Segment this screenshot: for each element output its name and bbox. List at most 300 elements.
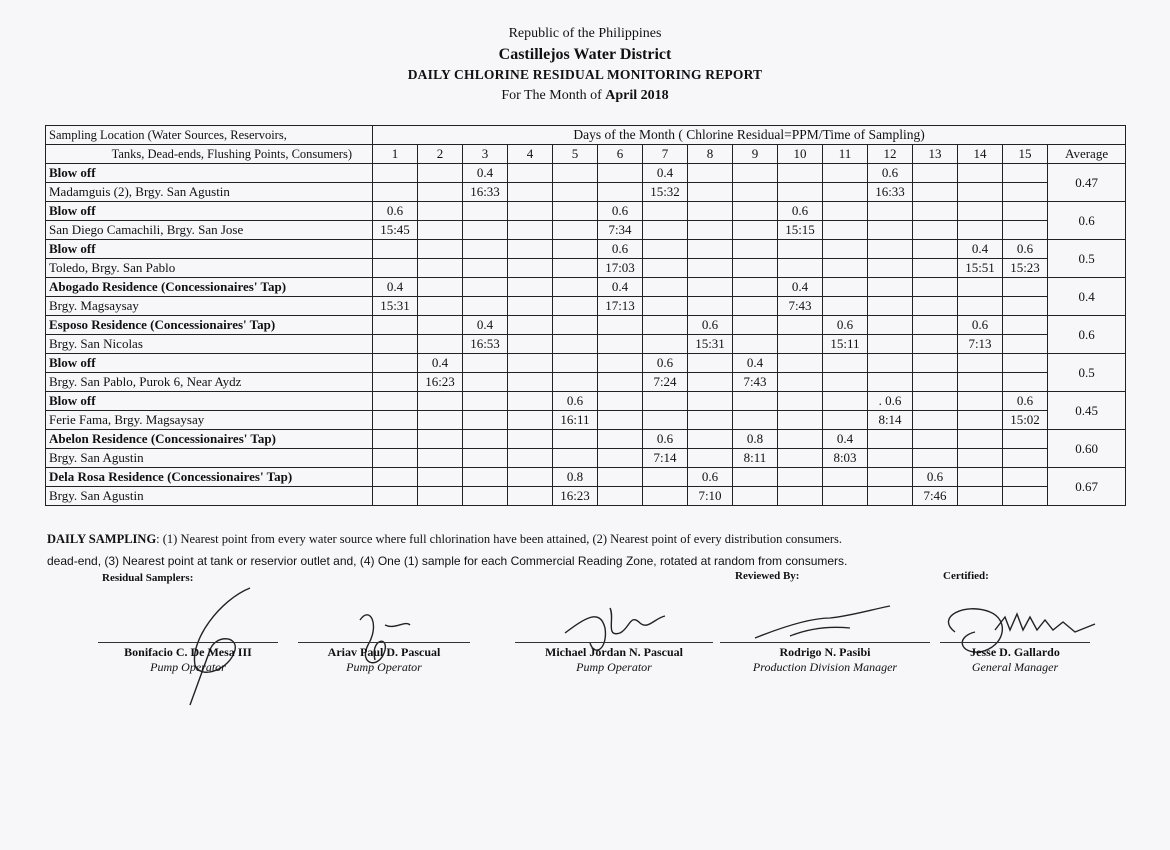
time-cell: 16:23 <box>418 373 463 392</box>
day-header-14: 14 <box>958 145 1003 164</box>
time-cell <box>373 487 418 506</box>
table-row-sub <box>46 335 1126 354</box>
ppm-cell <box>688 240 733 259</box>
time-cell <box>688 297 733 316</box>
ppm-cell <box>688 430 733 449</box>
day-header-3: 3 <box>463 145 508 164</box>
time-cell <box>463 373 508 392</box>
ppm-cell <box>913 164 958 183</box>
time-cell: 15:45 <box>373 221 418 240</box>
time-cell <box>1003 487 1048 506</box>
ppm-cell <box>733 202 778 221</box>
table-row-sub <box>46 259 1126 278</box>
table-row-sub <box>46 297 1126 316</box>
location-header-line2: Tanks, Dead-ends, Flushing Points, Consumers) <box>46 145 373 164</box>
time-cell <box>508 487 553 506</box>
table-row-sub <box>46 411 1126 430</box>
time-cell <box>508 297 553 316</box>
ppm-cell <box>958 202 1003 221</box>
time-cell <box>418 487 463 506</box>
time-cell <box>418 449 463 468</box>
time-cell: 16:33 <box>463 183 508 202</box>
time-cell <box>868 335 913 354</box>
reviewed-caption: Reviewed By: <box>735 570 800 582</box>
time-cell <box>688 183 733 202</box>
ppm-cell <box>868 316 913 335</box>
ppm-cell <box>913 278 958 297</box>
ppm-cell: 0.6 <box>688 468 733 487</box>
time-cell: 15:32 <box>643 183 688 202</box>
time-cell <box>958 183 1003 202</box>
time-cell: 7:34 <box>598 221 643 240</box>
ppm-cell <box>373 316 418 335</box>
time-cell <box>823 411 868 430</box>
time-cell <box>1003 183 1048 202</box>
notes-lead: DAILY SAMPLING <box>47 532 157 546</box>
ppm-cell <box>1003 164 1048 183</box>
time-cell: 15:15 <box>778 221 823 240</box>
time-cell <box>913 335 958 354</box>
ppm-cell <box>913 430 958 449</box>
ppm-cell <box>553 430 598 449</box>
time-cell <box>868 487 913 506</box>
time-cell <box>778 411 823 430</box>
ppm-cell <box>553 202 598 221</box>
ppm-cell: 0.4 <box>823 430 868 449</box>
time-cell <box>823 297 868 316</box>
time-cell: 7:43 <box>733 373 778 392</box>
ppm-cell: 0.4 <box>778 278 823 297</box>
time-cell <box>778 183 823 202</box>
ppm-cell <box>643 468 688 487</box>
ppm-cell <box>598 392 643 411</box>
table-row <box>46 164 1126 183</box>
location-name: Blow off <box>46 240 373 259</box>
time-cell <box>733 183 778 202</box>
average-cell: 0.5 <box>1048 354 1126 392</box>
ppm-cell <box>733 240 778 259</box>
table-row-sub <box>46 183 1126 202</box>
time-cell <box>688 221 733 240</box>
ppm-cell <box>643 202 688 221</box>
location-name: Blow off <box>46 202 373 221</box>
time-cell: 7:43 <box>778 297 823 316</box>
time-cell: 16:33 <box>868 183 913 202</box>
ppm-cell <box>598 316 643 335</box>
time-cell: 7:13 <box>958 335 1003 354</box>
time-cell <box>1003 297 1048 316</box>
ppm-cell <box>463 202 508 221</box>
ppm-cell <box>373 468 418 487</box>
time-cell: 16:11 <box>553 411 598 430</box>
ppm-cell: 0.4 <box>733 354 778 373</box>
time-cell <box>553 373 598 392</box>
location-name: Esposo Residence (Concessionaires' Tap) <box>46 316 373 335</box>
table-row <box>46 354 1126 373</box>
day-header-13: 13 <box>913 145 958 164</box>
ppm-cell <box>418 316 463 335</box>
average-header: Average <box>1048 145 1126 164</box>
time-cell <box>643 259 688 278</box>
time-cell <box>733 221 778 240</box>
signatory-1-name: Bonifacio C. De Mesa III <box>124 645 252 659</box>
time-cell <box>733 259 778 278</box>
time-cell <box>1003 449 1048 468</box>
time-cell <box>823 259 868 278</box>
ppm-cell: 0.4 <box>598 278 643 297</box>
time-cell <box>733 297 778 316</box>
ppm-cell <box>1003 278 1048 297</box>
ppm-cell: 0.4 <box>463 164 508 183</box>
ppm-cell <box>958 430 1003 449</box>
location-detail: San Diego Camachili, Brgy. San Jose <box>46 221 373 240</box>
time-cell <box>868 297 913 316</box>
time-cell <box>913 297 958 316</box>
header-republic: Republic of the Philippines <box>508 26 662 41</box>
time-cell <box>553 183 598 202</box>
day-header-1: 1 <box>373 145 418 164</box>
ppm-cell <box>598 430 643 449</box>
ppm-cell <box>463 240 508 259</box>
location-detail: Brgy. San Pablo, Purok 6, Near Aydz <box>46 373 373 392</box>
ppm-cell <box>553 240 598 259</box>
report-title: DAILY CHLORINE RESIDUAL MONITORING REPORT <box>407 67 763 82</box>
ppm-cell <box>958 392 1003 411</box>
signature-area <box>0 570 1170 720</box>
location-detail: Ferie Fama, Brgy. Magsaysay <box>46 411 373 430</box>
time-cell <box>373 411 418 430</box>
time-cell <box>778 373 823 392</box>
ppm-cell: 0.6 <box>958 316 1003 335</box>
time-cell: 16:53 <box>463 335 508 354</box>
ppm-cell: . 0.6 <box>868 392 913 411</box>
report-month <box>0 88 1170 104</box>
ppm-cell <box>958 468 1003 487</box>
average-cell: 0.67 <box>1048 468 1126 506</box>
average-cell: 0.4 <box>1048 278 1126 316</box>
time-cell <box>823 183 868 202</box>
location-detail: Brgy. San Agustin <box>46 487 373 506</box>
signatory-1 <box>98 642 278 675</box>
time-cell <box>733 411 778 430</box>
ppm-cell: 0.6 <box>1003 240 1048 259</box>
time-cell <box>373 183 418 202</box>
time-cell <box>553 335 598 354</box>
ppm-cell <box>823 468 868 487</box>
signatory-2-name: Ariav Paul D. Pascual <box>327 645 441 659</box>
time-cell <box>643 297 688 316</box>
ppm-cell <box>418 164 463 183</box>
ppm-cell <box>553 278 598 297</box>
time-cell <box>688 449 733 468</box>
location-name: Dela Rosa Residence (Concessionaires' Tap) <box>46 468 373 487</box>
time-cell <box>643 411 688 430</box>
ppm-cell: 0.8 <box>733 430 778 449</box>
ppm-cell <box>418 202 463 221</box>
time-cell <box>418 259 463 278</box>
ppm-cell <box>598 354 643 373</box>
location-name: Blow off <box>46 354 373 373</box>
location-detail: Madamguis (2), Brgy. San Agustin <box>46 183 373 202</box>
ppm-cell <box>733 164 778 183</box>
day-header-12: 12 <box>868 145 913 164</box>
time-cell <box>823 373 868 392</box>
time-cell <box>1003 373 1048 392</box>
time-cell <box>913 183 958 202</box>
org-name: Castillejos Water District <box>498 46 672 63</box>
days-header: Days of the Month ( Chlorine Residual=PPM/Time of Sampling) <box>373 126 1126 145</box>
time-cell: 15:23 <box>1003 259 1048 278</box>
time-cell <box>913 259 958 278</box>
average-cell: 0.5 <box>1048 240 1126 278</box>
time-cell <box>508 183 553 202</box>
time-cell: 15:51 <box>958 259 1003 278</box>
time-cell <box>733 487 778 506</box>
time-cell <box>553 297 598 316</box>
ppm-cell <box>553 354 598 373</box>
ppm-cell <box>823 278 868 297</box>
average-cell: 0.45 <box>1048 392 1126 430</box>
time-cell <box>688 259 733 278</box>
time-cell <box>1003 335 1048 354</box>
signatory-3-name: Michael Jordan N. Pascual <box>545 645 683 659</box>
notes-line1: : (1) Nearest point from every water source where full chlorination have been attained, (2) Nearest point of every distribution consumers. <box>156 532 843 546</box>
ppm-cell <box>913 240 958 259</box>
time-cell <box>373 259 418 278</box>
time-cell <box>688 373 733 392</box>
signatory-2 <box>298 642 470 675</box>
ppm-cell <box>1003 430 1048 449</box>
ppm-cell <box>823 202 868 221</box>
ppm-cell: 0.4 <box>463 316 508 335</box>
average-cell: 0.6 <box>1048 316 1126 354</box>
ppm-cell <box>913 354 958 373</box>
ppm-cell: 0.6 <box>1003 392 1048 411</box>
ppm-cell <box>913 202 958 221</box>
time-cell <box>868 449 913 468</box>
table-row-sub <box>46 487 1126 506</box>
ppm-cell <box>508 278 553 297</box>
time-cell <box>868 259 913 278</box>
table-row <box>46 278 1126 297</box>
ppm-cell <box>868 468 913 487</box>
time-cell <box>463 221 508 240</box>
signatory-4-position: Production Division Manager <box>752 660 898 674</box>
time-cell <box>958 487 1003 506</box>
day-header-5: 5 <box>553 145 598 164</box>
time-cell <box>553 449 598 468</box>
time-cell <box>418 297 463 316</box>
table-row-sub <box>46 221 1126 240</box>
certified-caption: Certified: <box>943 570 989 582</box>
ppm-cell <box>508 430 553 449</box>
time-cell: 17:03 <box>598 259 643 278</box>
time-cell <box>373 335 418 354</box>
ppm-cell: 0.6 <box>688 316 733 335</box>
time-cell <box>958 449 1003 468</box>
time-cell <box>463 411 508 430</box>
time-cell <box>373 373 418 392</box>
time-cell: 16:23 <box>553 487 598 506</box>
time-cell <box>643 221 688 240</box>
time-cell <box>418 411 463 430</box>
table-row <box>46 240 1126 259</box>
ppm-cell <box>688 354 733 373</box>
day-header-15: 15 <box>1003 145 1048 164</box>
ppm-cell <box>778 316 823 335</box>
table-row <box>46 468 1126 487</box>
time-cell <box>598 411 643 430</box>
ppm-cell <box>1003 316 1048 335</box>
ppm-cell <box>1003 202 1048 221</box>
time-cell <box>643 335 688 354</box>
time-cell <box>1003 221 1048 240</box>
ppm-cell <box>868 278 913 297</box>
day-header-2: 2 <box>418 145 463 164</box>
ppm-cell <box>1003 468 1048 487</box>
ppm-cell <box>508 202 553 221</box>
ppm-cell <box>553 316 598 335</box>
signatory-2-position: Pump Operator <box>346 660 422 674</box>
ppm-cell <box>508 468 553 487</box>
time-cell: 15:11 <box>823 335 868 354</box>
time-cell: 7:10 <box>688 487 733 506</box>
time-cell <box>598 449 643 468</box>
time-cell: 15:31 <box>373 297 418 316</box>
ppm-cell <box>778 468 823 487</box>
time-cell <box>463 259 508 278</box>
ppm-cell <box>868 202 913 221</box>
ppm-cell: 0.6 <box>643 354 688 373</box>
location-name: Blow off <box>46 392 373 411</box>
time-cell <box>913 373 958 392</box>
ppm-cell: 0.6 <box>913 468 958 487</box>
time-cell <box>958 297 1003 316</box>
time-cell: 7:24 <box>643 373 688 392</box>
table-row-sub <box>46 449 1126 468</box>
time-cell: 8:11 <box>733 449 778 468</box>
ppm-cell <box>463 468 508 487</box>
time-cell <box>778 449 823 468</box>
time-cell <box>508 411 553 430</box>
day-header-8: 8 <box>688 145 733 164</box>
ppm-cell <box>823 164 868 183</box>
time-cell <box>778 487 823 506</box>
ppm-cell <box>463 392 508 411</box>
ppm-cell <box>778 354 823 373</box>
time-cell <box>598 373 643 392</box>
ppm-cell <box>643 392 688 411</box>
ppm-cell <box>508 240 553 259</box>
ppm-cell <box>643 316 688 335</box>
ppm-cell <box>688 278 733 297</box>
location-name: Blow off <box>46 164 373 183</box>
notes-line2: dead-end, (3) Nearest point at tank or reservior outlet and, (4) One (1) sample for each Commercial Reading Zone, rotated at random from consumers. <box>47 554 848 568</box>
time-cell: 15:31 <box>688 335 733 354</box>
ppm-cell <box>868 430 913 449</box>
ppm-cell <box>778 164 823 183</box>
ppm-cell <box>418 240 463 259</box>
ppm-cell <box>733 316 778 335</box>
time-cell <box>958 221 1003 240</box>
average-cell: 0.6 <box>1048 202 1126 240</box>
time-cell: 7:14 <box>643 449 688 468</box>
time-cell <box>463 297 508 316</box>
time-cell <box>913 449 958 468</box>
ppm-cell <box>373 164 418 183</box>
time-cell: 17:13 <box>598 297 643 316</box>
month-prefix: For The Month of <box>501 88 602 103</box>
table-row-sub <box>46 373 1126 392</box>
ppm-cell <box>733 392 778 411</box>
ppm-cell <box>778 240 823 259</box>
time-cell <box>643 487 688 506</box>
ppm-cell: 0.8 <box>553 468 598 487</box>
sampling-notes <box>47 528 847 572</box>
ppm-cell <box>373 430 418 449</box>
time-cell <box>508 449 553 468</box>
location-name: Abelon Residence (Concessionaires' Tap) <box>46 430 373 449</box>
time-cell <box>868 373 913 392</box>
ppm-cell <box>463 278 508 297</box>
ppm-cell: 0.6 <box>373 202 418 221</box>
time-cell <box>553 221 598 240</box>
ppm-cell: 0.6 <box>778 202 823 221</box>
ppm-cell <box>508 392 553 411</box>
ppm-cell <box>598 468 643 487</box>
table-row <box>46 392 1126 411</box>
time-cell <box>958 373 1003 392</box>
month-value: April 2018 <box>605 88 669 103</box>
ppm-cell: 0.6 <box>868 164 913 183</box>
time-cell <box>913 411 958 430</box>
time-cell <box>418 221 463 240</box>
location-name: Abogado Residence (Concessionaires' Tap) <box>46 278 373 297</box>
location-detail: Brgy. San Agustin <box>46 449 373 468</box>
day-header-6: 6 <box>598 145 643 164</box>
ppm-cell <box>688 392 733 411</box>
table-row <box>46 430 1126 449</box>
time-cell <box>823 487 868 506</box>
ppm-cell <box>418 392 463 411</box>
ppm-cell <box>373 354 418 373</box>
ppm-cell <box>958 164 1003 183</box>
time-cell <box>508 373 553 392</box>
ppm-cell: 0.4 <box>373 278 418 297</box>
time-cell <box>508 335 553 354</box>
time-cell <box>868 221 913 240</box>
signatory-1-position: Pump Operator <box>150 660 226 674</box>
time-cell <box>373 449 418 468</box>
time-cell <box>463 449 508 468</box>
ppm-cell <box>508 354 553 373</box>
signatory-5 <box>940 642 1090 675</box>
ppm-cell <box>733 468 778 487</box>
ppm-cell <box>823 240 868 259</box>
day-header-11: 11 <box>823 145 868 164</box>
ppm-cell <box>688 164 733 183</box>
ppm-cell: 0.4 <box>643 164 688 183</box>
ppm-cell <box>418 430 463 449</box>
table-row <box>46 316 1126 335</box>
ppm-cell <box>643 278 688 297</box>
time-cell: 8:14 <box>868 411 913 430</box>
ppm-cell: 0.6 <box>823 316 868 335</box>
time-cell <box>463 487 508 506</box>
ppm-cell <box>778 392 823 411</box>
time-cell <box>778 335 823 354</box>
time-cell: 8:03 <box>823 449 868 468</box>
